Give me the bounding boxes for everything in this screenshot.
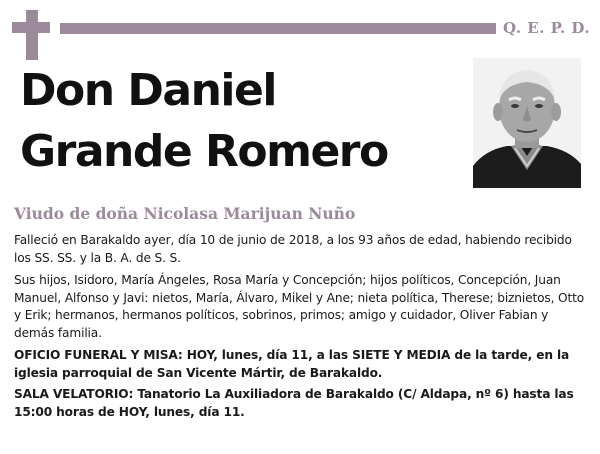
wake-room-info: SALA VELATORIO: Tanatorio La Auxiliadora de Barakaldo (C/ Aldapa, nº 6) hasta las 15:00 horas de HOY, lunes, día 11. [14,387,574,419]
funeral-service-info: OFICIO FUNERAL Y MISA: HOY, lunes, día 11, a las SIETE Y MEDIA de la tarde, en la iglesia parroquial de San Vicente Mártir, de Barakaldo. [14,348,570,380]
name-line-1: Don Daniel [20,65,276,116]
portrait-illustration [473,58,581,188]
cross-vertical-bar [26,10,38,60]
deceased-name [20,60,460,182]
qepd-label: Q. E. P. D. [503,19,591,37]
widow-subtitle: Viudo de doña Nicolasa Marijuan Nuño [14,204,356,223]
name-line-2: Grande Romero [20,126,388,177]
family-list: Sus hijos, Isidoro, María Ángeles, Rosa María y Concepción; hijos políticos, Concepción, Juan Manuel, Alfonso y Javi: nietos, María, Álvaro, Mikel y Ane; nieta política, Therese; biznietos, Otto y Erik; hermanos, hermanos políticos, sobrinos, primos; amigo y cuidador, Oliver Fabian y demás familia. [14,273,585,340]
notice-body [14,232,586,425]
cross-horizontal-bar [12,22,50,33]
portrait-photo [473,58,581,188]
header-rule [60,23,496,34]
death-announcement: Falleció en Barakaldo ayer, día 10 de junio de 2018, a los 93 años de edad, habiendo recibido los SS. SS. y la B. A. de S. S. [14,233,572,265]
